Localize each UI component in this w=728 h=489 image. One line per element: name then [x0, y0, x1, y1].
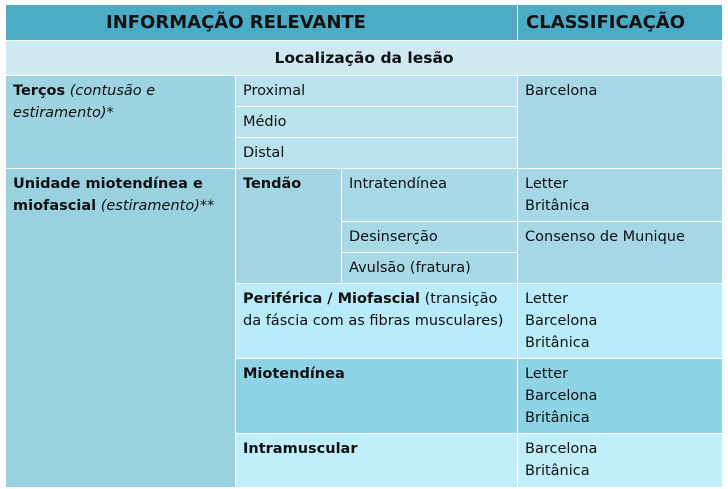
desinsercao-classification	[518, 222, 723, 284]
tendao-label-text: Tendão	[243, 176, 302, 192]
tercos-classification	[518, 76, 723, 169]
tendao-label	[236, 169, 342, 284]
classification-entry: Britânica	[525, 463, 590, 479]
periferica-label-bold: Periférica / Miofascial	[243, 291, 421, 307]
periferica-label	[236, 284, 518, 359]
unidade-label-italic: (estiramento)	[100, 198, 200, 214]
tercos-label-suffix: *	[106, 105, 114, 121]
classification-entry: Letter	[525, 291, 569, 307]
intramuscular-label	[236, 434, 518, 488]
table-row	[6, 76, 723, 107]
miotendinea-label	[236, 359, 518, 434]
classification-entry: Britânica	[525, 198, 590, 214]
classification-entry: Barcelona	[525, 313, 598, 329]
unidade-label-suffix: **	[199, 198, 215, 214]
header-relevant-info: INFORMAÇÃO RELEVANTE	[6, 5, 518, 41]
tercos-label	[6, 76, 236, 169]
unidade-label	[6, 169, 236, 488]
intramuscular-label-text: Intramuscular	[243, 441, 358, 457]
table-row	[6, 169, 723, 222]
section-title: Localização da lesão	[6, 41, 723, 76]
tercos-item-proximal: Proximal	[236, 76, 518, 107]
tercos-item-medio: Médio	[236, 107, 518, 138]
classification-entry: Britânica	[525, 410, 590, 426]
classification-entry: Letter	[525, 176, 569, 192]
classification-entry: Barcelona	[525, 388, 598, 404]
table-header-row	[6, 5, 723, 41]
lesion-location-table	[5, 4, 723, 488]
classification-entry: Consenso de Munique	[525, 229, 685, 245]
tendao-desinsercao: Desinserção	[342, 222, 518, 253]
classification-entry: Barcelona	[525, 441, 598, 457]
miotendinea-label-text: Miotendínea	[243, 366, 345, 382]
header-classification: CLASSIFICAÇÃO	[518, 5, 723, 41]
periferica-classification	[518, 284, 723, 359]
classification-entry: Barcelona	[525, 83, 598, 99]
intratendinea-classification	[518, 169, 723, 222]
section-row	[6, 41, 723, 76]
classification-entry: Letter	[525, 366, 569, 382]
tercos-label-italic: (contusão e estiramento)	[13, 83, 156, 121]
classification-entry: Britânica	[525, 335, 590, 351]
intramuscular-classification	[518, 434, 723, 488]
unidade-label-bold: Unidade miotendínea e miofascial	[13, 176, 203, 214]
periferica-label-rest: (transição da fáscia com as fibras musculares)	[243, 291, 504, 329]
tercos-label-bold: Terços	[13, 83, 66, 99]
tendao-avulsao: Avulsão (fratura)	[342, 253, 518, 284]
tercos-item-distal: Distal	[236, 138, 518, 169]
tendao-intratendinea: Intratendínea	[342, 169, 518, 222]
miotendinea-classification	[518, 359, 723, 434]
